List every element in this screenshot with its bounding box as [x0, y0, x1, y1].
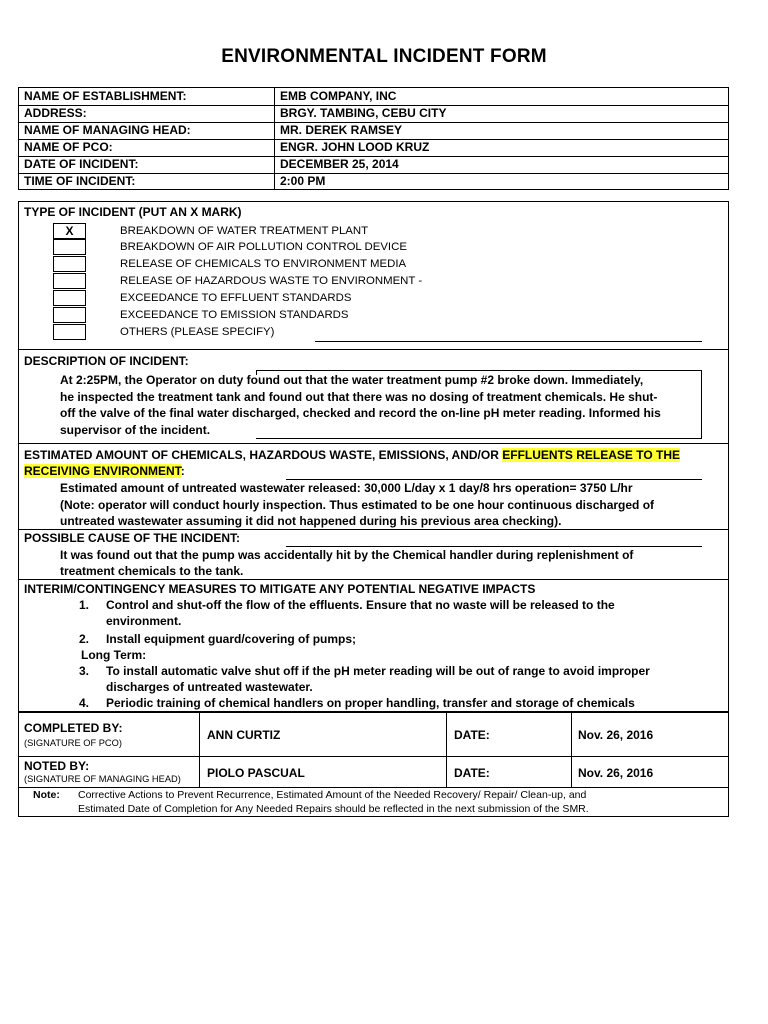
completed-by-sub-label: (SIGNATURE OF PCO)	[24, 738, 122, 748]
info-row-date	[19, 156, 728, 174]
incident-type-header: TYPE OF INCIDENT (PUT AN X MARK)	[24, 205, 242, 219]
measure-text: To install automatic valve shut off if the pH meter reading will be out of range to avoid improper	[106, 664, 650, 678]
measure-text: environment.	[106, 614, 182, 628]
description-line: supervisor of the incident.	[60, 423, 211, 437]
signature-column-divider	[571, 713, 572, 787]
estimated-header-highlight: EFFLUENTS RELEASE TO THE	[502, 448, 681, 462]
signature-column-divider	[199, 713, 200, 787]
note-box	[18, 787, 729, 817]
completed-date-label: DATE:	[454, 728, 490, 742]
info-value: ENGR. JOHN LOOD KRUZ	[280, 140, 430, 154]
cause-answer-line	[286, 546, 702, 547]
note-text-line: Estimated Date of Completion for Any Needed Repairs should be reflected in the next submission of the SMR.	[78, 803, 589, 815]
noted-by-name[interactable]: PIOLO PASCUAL	[207, 766, 305, 780]
info-row-pco	[19, 139, 728, 157]
estimated-answer-line	[286, 479, 702, 480]
incident-option-label: OTHERS (PLEASE SPECIFY)	[120, 326, 275, 338]
info-value: BRGY. TAMBING, CEBU CITY	[280, 106, 447, 120]
measure-number: 1.	[79, 598, 90, 612]
cause-line: It was found out that the pump was accidentally hit by the Chemical handler during replenishment of	[60, 548, 634, 562]
info-label: NAME OF MANAGING HEAD:	[24, 123, 191, 137]
noted-by-sub-label: (SIGNATURE OF MANAGING HEAD)	[24, 774, 181, 784]
incident-checkbox[interactable]	[53, 290, 86, 306]
incident-details-form	[18, 201, 729, 712]
incident-option-label: EXCEEDANCE TO EMISSION STANDARDS	[120, 309, 349, 321]
info-value: 2:00 PM	[280, 174, 326, 188]
section-divider	[19, 579, 728, 580]
measure-text: Control and shut-off the flow of the effluents. Ensure that no waste will be released to the	[106, 598, 615, 612]
info-label: NAME OF ESTABLISHMENT:	[24, 89, 187, 103]
long-term-label: Long Term:	[81, 648, 147, 662]
completed-date-value[interactable]: Nov. 26, 2016	[578, 728, 654, 742]
measure-number: 3.	[79, 664, 90, 678]
estimated-header-continued	[24, 464, 185, 478]
info-row-establishment	[19, 88, 728, 106]
info-row-time	[19, 173, 728, 190]
info-label: ADDRESS:	[24, 106, 87, 120]
info-row-managing-head	[19, 122, 728, 140]
form-title: ENVIRONMENTAL INCIDENT FORM	[221, 46, 547, 67]
info-row-address	[19, 105, 728, 123]
signature-table	[18, 712, 729, 788]
measure-number: 4.	[79, 696, 90, 710]
incident-option-label: RELEASE OF CHEMICALS TO ENVIRONMENT MEDIA	[120, 258, 407, 270]
note-label: Note:	[33, 789, 60, 801]
measure-text: discharges of untreated wastewater.	[106, 680, 313, 694]
signature-row-divider	[19, 756, 728, 757]
info-value: DECEMBER 25, 2014	[280, 157, 399, 171]
incident-checkbox[interactable]	[53, 239, 86, 255]
estimated-header-colon: :	[180, 464, 185, 478]
section-divider	[19, 529, 728, 530]
estimated-line: Estimated amount of untreated wastewater released: 30,000 L/day x 1 day/8 hrs operation= 3750 L/hr	[60, 481, 633, 495]
noted-date-value[interactable]: Nov. 26, 2016	[578, 766, 654, 780]
completed-by-name[interactable]: ANN CURTIZ	[207, 728, 281, 742]
noted-by-label: NOTED BY:	[24, 759, 90, 773]
incident-checkbox[interactable]: X	[53, 223, 86, 239]
section-divider	[19, 443, 728, 444]
estimated-header-text: ESTIMATED AMOUNT OF CHEMICALS, HAZARDOUS WASTE, EMISSIONS, AND/OR	[24, 448, 503, 462]
incident-option-label: BREAKDOWN OF AIR POLLUTION CONTROL DEVICE	[120, 241, 407, 253]
info-label: NAME OF PCO:	[24, 140, 113, 154]
cause-header: POSSIBLE CAUSE OF THE INCIDENT:	[24, 531, 241, 545]
description-line: At 2:25PM, the Operator on duty found out that the water treatment pump #2 broke down. Immediately,	[60, 373, 644, 387]
incident-checkbox[interactable]	[53, 324, 86, 340]
section-divider	[19, 349, 728, 350]
estimated-line: (Note: operator will conduct hourly inspection. Thus estimated to be one hour continuous discharged of	[60, 498, 655, 512]
incident-checkbox[interactable]	[53, 256, 86, 272]
measures-header: INTERIM/CONTINGENCY MEASURES TO MITIGATE ANY POTENTIAL NEGATIVE IMPACTS	[24, 582, 536, 596]
signature-column-divider	[446, 713, 447, 787]
measure-text: Install equipment guard/covering of pumps;	[106, 632, 357, 646]
incident-checkbox[interactable]	[53, 273, 86, 289]
establishment-info-table	[18, 87, 729, 190]
cause-line: treatment chemicals to the tank.	[60, 564, 244, 578]
description-line: off the valve of the final water discharged, checked and record the on-line pH meter reading. Informed his	[60, 406, 661, 420]
measure-number: 2.	[79, 632, 90, 646]
others-specify-line[interactable]	[315, 341, 702, 342]
note-text-line: Corrective Actions to Prevent Recurrence, Estimated Amount of the Needed Recovery/ Repair/ Clean-up, and	[78, 789, 587, 801]
incident-option-label: RELEASE OF HAZARDOUS WASTE TO ENVIRONMENT -	[120, 275, 423, 287]
estimated-header	[24, 448, 680, 462]
completed-by-label: COMPLETED BY:	[24, 721, 123, 735]
info-value: MR. DEREK RAMSEY	[280, 123, 403, 137]
info-value: EMB COMPANY, INC	[280, 89, 397, 103]
description-line: he inspected the treatment tank and found out that there was no dosing of treatment chemicals. He shut-	[60, 390, 658, 404]
info-label: DATE OF INCIDENT:	[24, 157, 139, 171]
info-label: TIME OF INCIDENT:	[24, 174, 136, 188]
incident-option-label: EXCEEDANCE TO EFFLUENT STANDARDS	[120, 292, 352, 304]
measure-text: Periodic training of chemical handlers on proper handling, transfer and storage of chemicals	[106, 696, 635, 710]
incident-checkbox[interactable]	[53, 307, 86, 323]
incident-option-label: BREAKDOWN OF WATER TREATMENT PLANT	[120, 225, 369, 237]
estimated-header-highlight: RECEIVING ENVIRONMENT	[24, 464, 181, 478]
estimated-line: untreated wastewater assuming it did not happened during his previous area checking).	[60, 514, 562, 528]
noted-date-label: DATE:	[454, 766, 490, 780]
description-header: DESCRIPTION OF INCIDENT:	[24, 354, 189, 368]
